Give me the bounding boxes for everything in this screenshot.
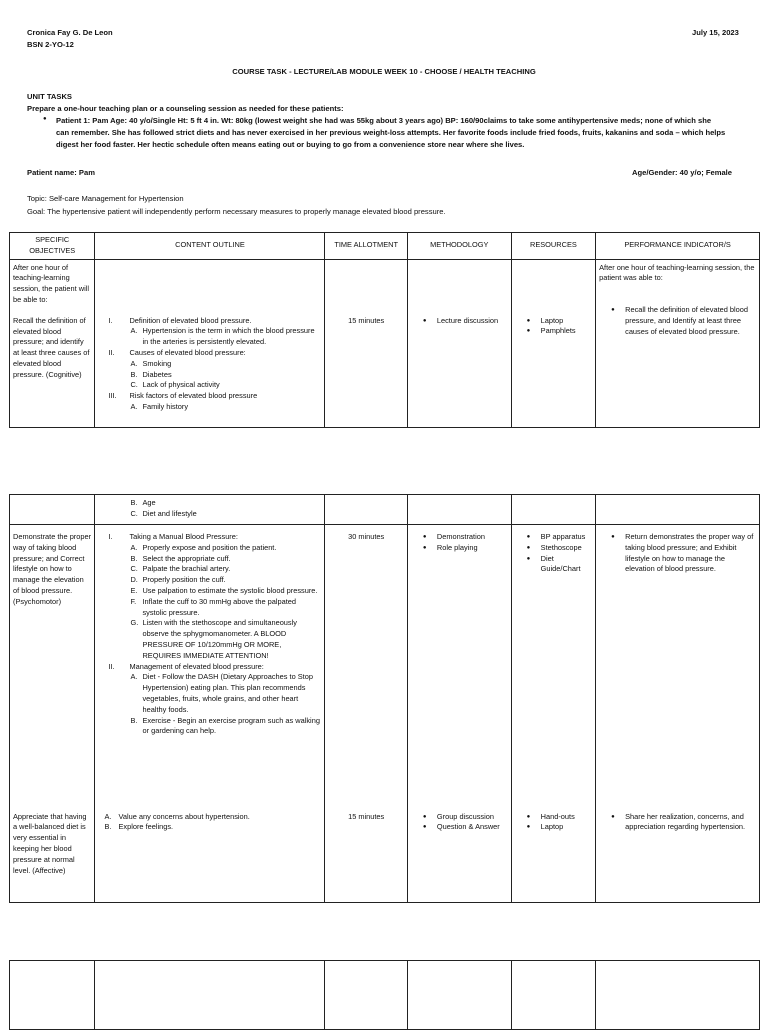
objective-cell (10, 259, 95, 427)
list-item: ● BP apparatus (515, 532, 592, 543)
topic-line: Topic: Self-care Management for Hypertension (27, 194, 184, 203)
list-item: A. Properly expose and position the patient. (130, 542, 277, 552)
bullet-icon: ● (43, 116, 47, 122)
list-item: ● Laptop (515, 822, 592, 833)
teaching-plan-table-page3 (9, 960, 760, 1030)
performance-intro: After one hour of teaching-learning session, the patient was able to: (599, 262, 755, 283)
list-item: ● Stethoscope (515, 543, 592, 554)
list-item: ● Group discussion (411, 812, 508, 823)
patient-description-line-3: digest her food faster. Her hectic schedule often means eating out or buying to go from a convenience store near where she lives. (56, 140, 525, 149)
resources-cell (511, 806, 595, 903)
list-item: C. Diet and lifestyle (130, 508, 197, 518)
student-name: Cronica Fay G. De Leon (27, 28, 113, 37)
time-allotment-cell: 15 minutes (325, 259, 407, 427)
goal-line: Goal: The hypertensive patient will independently perform necessary measures to properly manage elevated blood pressure. (27, 207, 446, 216)
time-allotment-cell: 30 minutes (325, 525, 407, 806)
table-row (10, 259, 760, 427)
list-item: A. Diet - Follow the DASH (Dietary Approaches to Stop Hypertension) eating plan. This plan recommends vegetables, fruits, whole grains, and other heart healthy foods. (130, 672, 313, 714)
content-outline-continued (95, 495, 325, 525)
performance-indicator-cell (596, 806, 760, 903)
list-item: ● Recall the definition of elevated blood pressure, and Identify at least three causes of elevated blood pressure. (599, 305, 756, 337)
methodology-cell (407, 259, 511, 427)
list-item: E. Use palpation to estimate the systolic blood pressure. (130, 585, 318, 595)
list-item: A. Family history (130, 401, 189, 411)
list-item: ● Question & Answer (411, 822, 508, 833)
patient-description-line-1: Patient 1: Pam Age: 40 y/o/Single Ht: 5 ft 4 in. Wt: 80kg (lowest weight she had was 55kg about 3 years ago) BP: 160/90claims to take some antihypertensive meds; none of which she (56, 116, 712, 125)
objective-cell (10, 525, 95, 806)
document-date: July 15, 2023 (692, 28, 739, 37)
list-item: B. Exercise - Begin an exercise program such as walking or gardening can help. (130, 715, 320, 736)
list-item: ● Pamphlets (515, 326, 592, 337)
content-outline-cell (95, 806, 325, 903)
patient-name: Patient name: Pam (27, 168, 95, 177)
list-item: ● Role playing (411, 543, 508, 554)
methodology-cell (407, 806, 511, 903)
resources-cell (511, 525, 595, 806)
table-row (10, 961, 760, 1030)
header-performance-indicators: PERFORMANCE INDICATOR/S (596, 233, 760, 260)
list-item: G. Listen with the stethoscope and simultaneously observe the sphygmomanometer. A BLOOD PRESSURE OF 10/120mmHg OR MORE, REQUIRES IMMEDIATE ATTENTION! (130, 618, 297, 660)
list-item: B. Select the appropriate cuff. (130, 553, 231, 563)
list-item: B. Age (130, 498, 156, 507)
teaching-plan-table-page2 (9, 494, 760, 903)
list-item: II. Management of elevated blood pressure: A. Diet - Follow the DASH (Dietary Approaches to Stop Hypertension) eating plan. This plan recommends vegetables, fruits, whole grains, and other heart healthy foods. B. Exercise - Begin an exercise program such as walking or gardening can help. (98, 662, 321, 738)
list-item: ● Hand-outs (515, 812, 592, 823)
list-item: III. Risk factors of elevated blood pressure A. Family history (98, 391, 321, 413)
resources-cell (511, 259, 595, 427)
table-row (10, 495, 760, 525)
objective-cell (10, 806, 95, 903)
patient-description-line-2: can remember. She has followed strict diets and has never exercised in her previous weight-loss attempts. Her favorite foods include fried foods, fruits, kakanins and soda – which helps (56, 128, 726, 137)
student-section: BSN 2-YO-12 (27, 40, 74, 49)
header-methodology: METHODOLOGY (407, 233, 511, 260)
header-resources: RESOURCES (511, 233, 595, 260)
list-item: C. Palpate the brachial artery. (130, 564, 231, 574)
content-outline-cell (95, 525, 325, 806)
objective-text: Demonstrate the proper way of taking blood pressure; and Correct lifestyle on how to manage the elevation of blood pressure. (Psychomotor) (13, 532, 92, 606)
content-outline-cell (95, 259, 325, 427)
patient-age-gender: Age/Gender: 40 y/o; Female (632, 168, 733, 177)
list-item: D. Properly position the cuff. (130, 575, 226, 585)
list-item: I. Definition of elevated blood pressure. A. Hypertension is the term in which the blood pressure in the arteries is persistently elevated. (98, 316, 321, 348)
table-row (10, 525, 760, 806)
table-header-row (10, 233, 760, 260)
unit-tasks-heading: UNIT TASKS (27, 92, 72, 101)
list-item: B. Explore feelings. (104, 822, 174, 832)
unit-tasks-instruction: Prepare a one-hour teaching plan or a counseling session as needed for these patients: (27, 104, 344, 113)
list-item: C. Lack of physical activity (130, 380, 220, 390)
objective-text: Recall the definition of elevated blood pressure; and identify at least three causes of elevated blood pressure. (Cognitive) (13, 315, 90, 379)
objective-text: Appreciate that having a well-balanced diet is very essential in keeping her blood pressure at normal level. (Affective) (13, 811, 87, 875)
list-item: ● Diet Guide/Chart (515, 554, 592, 576)
list-item: A. Hypertension is the term in which the blood pressure in the arteries is persistently elevated. (130, 326, 315, 347)
performance-indicator-cell (596, 525, 760, 806)
list-item: ● Lecture discussion (411, 316, 508, 327)
list-item: ● Laptop (515, 316, 592, 327)
header-specific-objectives: SPECIFIC OBJECTIVES (10, 233, 95, 260)
course-task-title: COURSE TASK - LECTURE/LAB MODULE WEEK 10 - CHOOSE / HEALTH TEACHING (232, 67, 536, 76)
list-item: ● Return demonstrates the proper way of taking blood pressure; and Exhibit lifestyle on how to manage the elevation of blood pressure. (599, 532, 756, 575)
teaching-plan-table-page1 (9, 232, 760, 428)
performance-indicator-cell (596, 259, 760, 427)
methodology-cell (407, 525, 511, 806)
time-allotment-cell: 15 minutes (325, 806, 407, 903)
list-item: I. Taking a Manual Blood Pressure: A. Properly expose and position the patient. B. Select the appropriate cuff. C. Palpate the brachial artery. D. Properly position the cuff. E. Use palpation to estimate the systolic blood pressure. F. Inflate the cuff to 30 mmHg above the palpated systolic pressure. G. Listen with the stethoscope and simultaneously observe the sphygmomanometer. A BLOOD PRESSURE OF 10/120mmHg OR MORE, REQUIRES IMMEDIATE ATTENTION! (98, 532, 321, 662)
table-row (10, 806, 760, 903)
list-item: A. Value any concerns about hypertension. (104, 811, 250, 821)
list-item: A. Smoking (130, 358, 172, 368)
objective-intro: After one hour of teaching-learning session, the patient will be able to: (13, 262, 89, 304)
list-item: ● Demonstration (411, 532, 508, 543)
header-time-allotment: TIME ALLOTMENT (325, 233, 407, 260)
list-item: F. Inflate the cuff to 30 mmHg above the palpated systolic pressure. (130, 596, 296, 617)
list-item: ● Share her realization, concerns, and appreciation regarding hypertension. (599, 812, 756, 834)
list-item: II. Causes of elevated blood pressure: A. Smoking B. Diabetes C. Lack of physical activity (98, 348, 321, 391)
list-item: B. Diabetes (130, 369, 172, 379)
header-content-outline: CONTENT OUTLINE (95, 233, 325, 260)
